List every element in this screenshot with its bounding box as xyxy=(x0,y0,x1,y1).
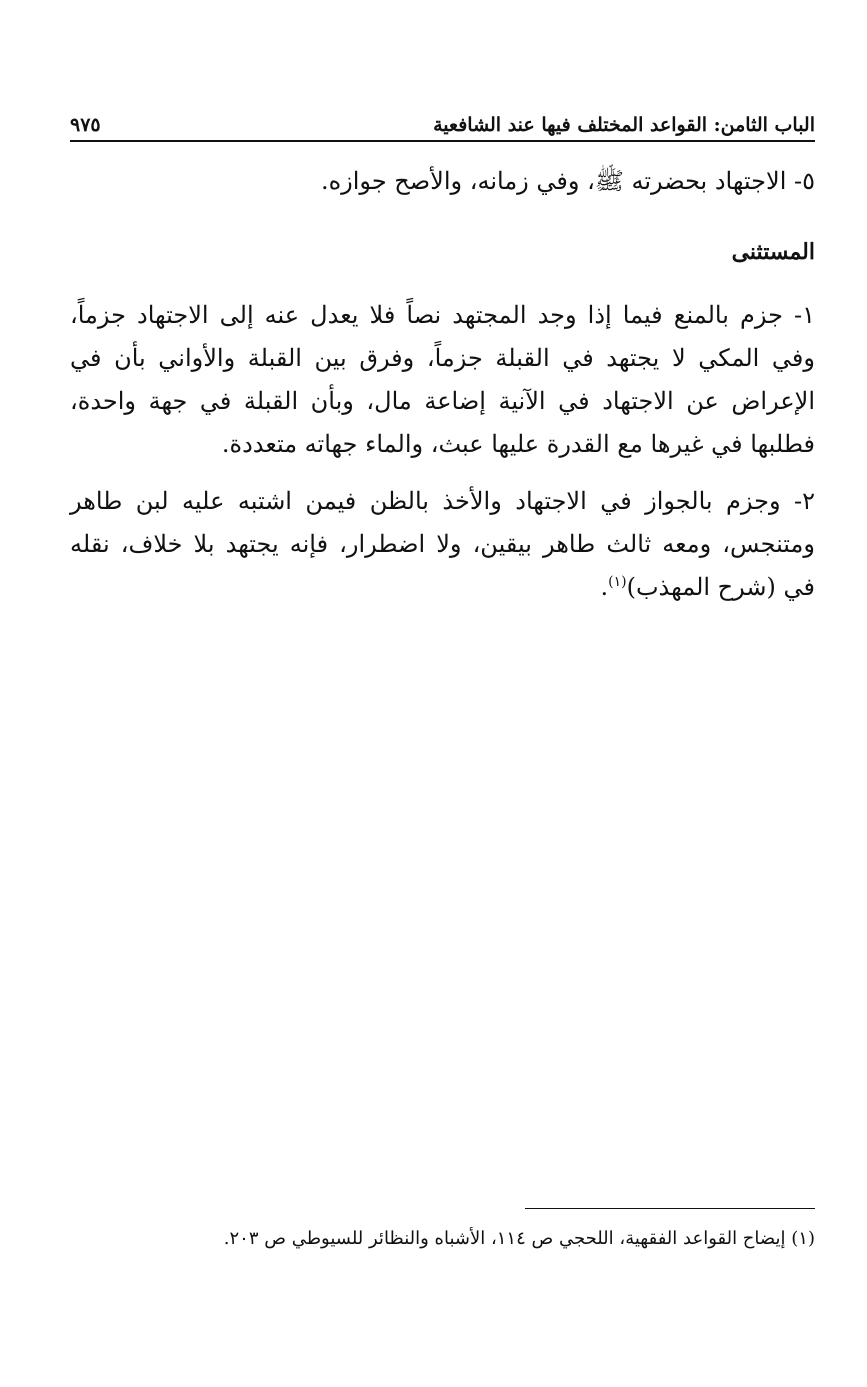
footnote-divider xyxy=(525,1208,815,1209)
list-item-2-text: ٢- وجزم بالجواز في الاجتهاد والأخذ بالظن فيمن اشتبه عليه لبن طاهر ومتنجس، ومعه ثالث طاهر بيقين، ولا اضطرار، فإنه يجتهد بلا خلاف، نقله في (شرح المهذب) xyxy=(70,487,815,601)
header-divider xyxy=(70,140,815,142)
chapter-title: الباب الثامن: القواعد المختلف فيها عند الشافعية xyxy=(433,114,815,136)
list-item-2-end: . xyxy=(600,573,609,601)
footnote-marker: (١) xyxy=(791,1228,815,1249)
footnote-text: إيضاح القواعد الفقهية، اللحجي ص ١١٤، الأشباه والنظائر للسيوطي ص ٢٠٣. xyxy=(223,1228,786,1249)
section-heading: المستثنى xyxy=(731,239,815,265)
footnote xyxy=(70,1224,815,1254)
main-text xyxy=(70,160,815,623)
list-item-2 xyxy=(70,480,815,609)
page-number: ٩٧٥ xyxy=(70,114,101,136)
list-item-1: ١- جزم بالمنع فيما إذا وجد المجتهد نصاً فلا يعدل عنه إلى الاجتهاد جزماً، وفي المكي لا يجتهد في القبلة جزماً، وفرق بين القبلة والأواني بأن في الإعراض عن الاجتهاد في الآنية إضاعة مال، وبأن القبلة في جهة واحدة، فطلبها في غيرها مع القدرة عليها عبث، والماء جهاته متعددة. xyxy=(70,301,815,458)
running-header xyxy=(70,100,815,136)
list-item-5: ٥- الاجتهاد بحضرته ﷺ، وفي زمانه، والأصح جوازه. xyxy=(320,167,815,195)
footnote-reference[interactable]: (١) xyxy=(608,574,627,590)
